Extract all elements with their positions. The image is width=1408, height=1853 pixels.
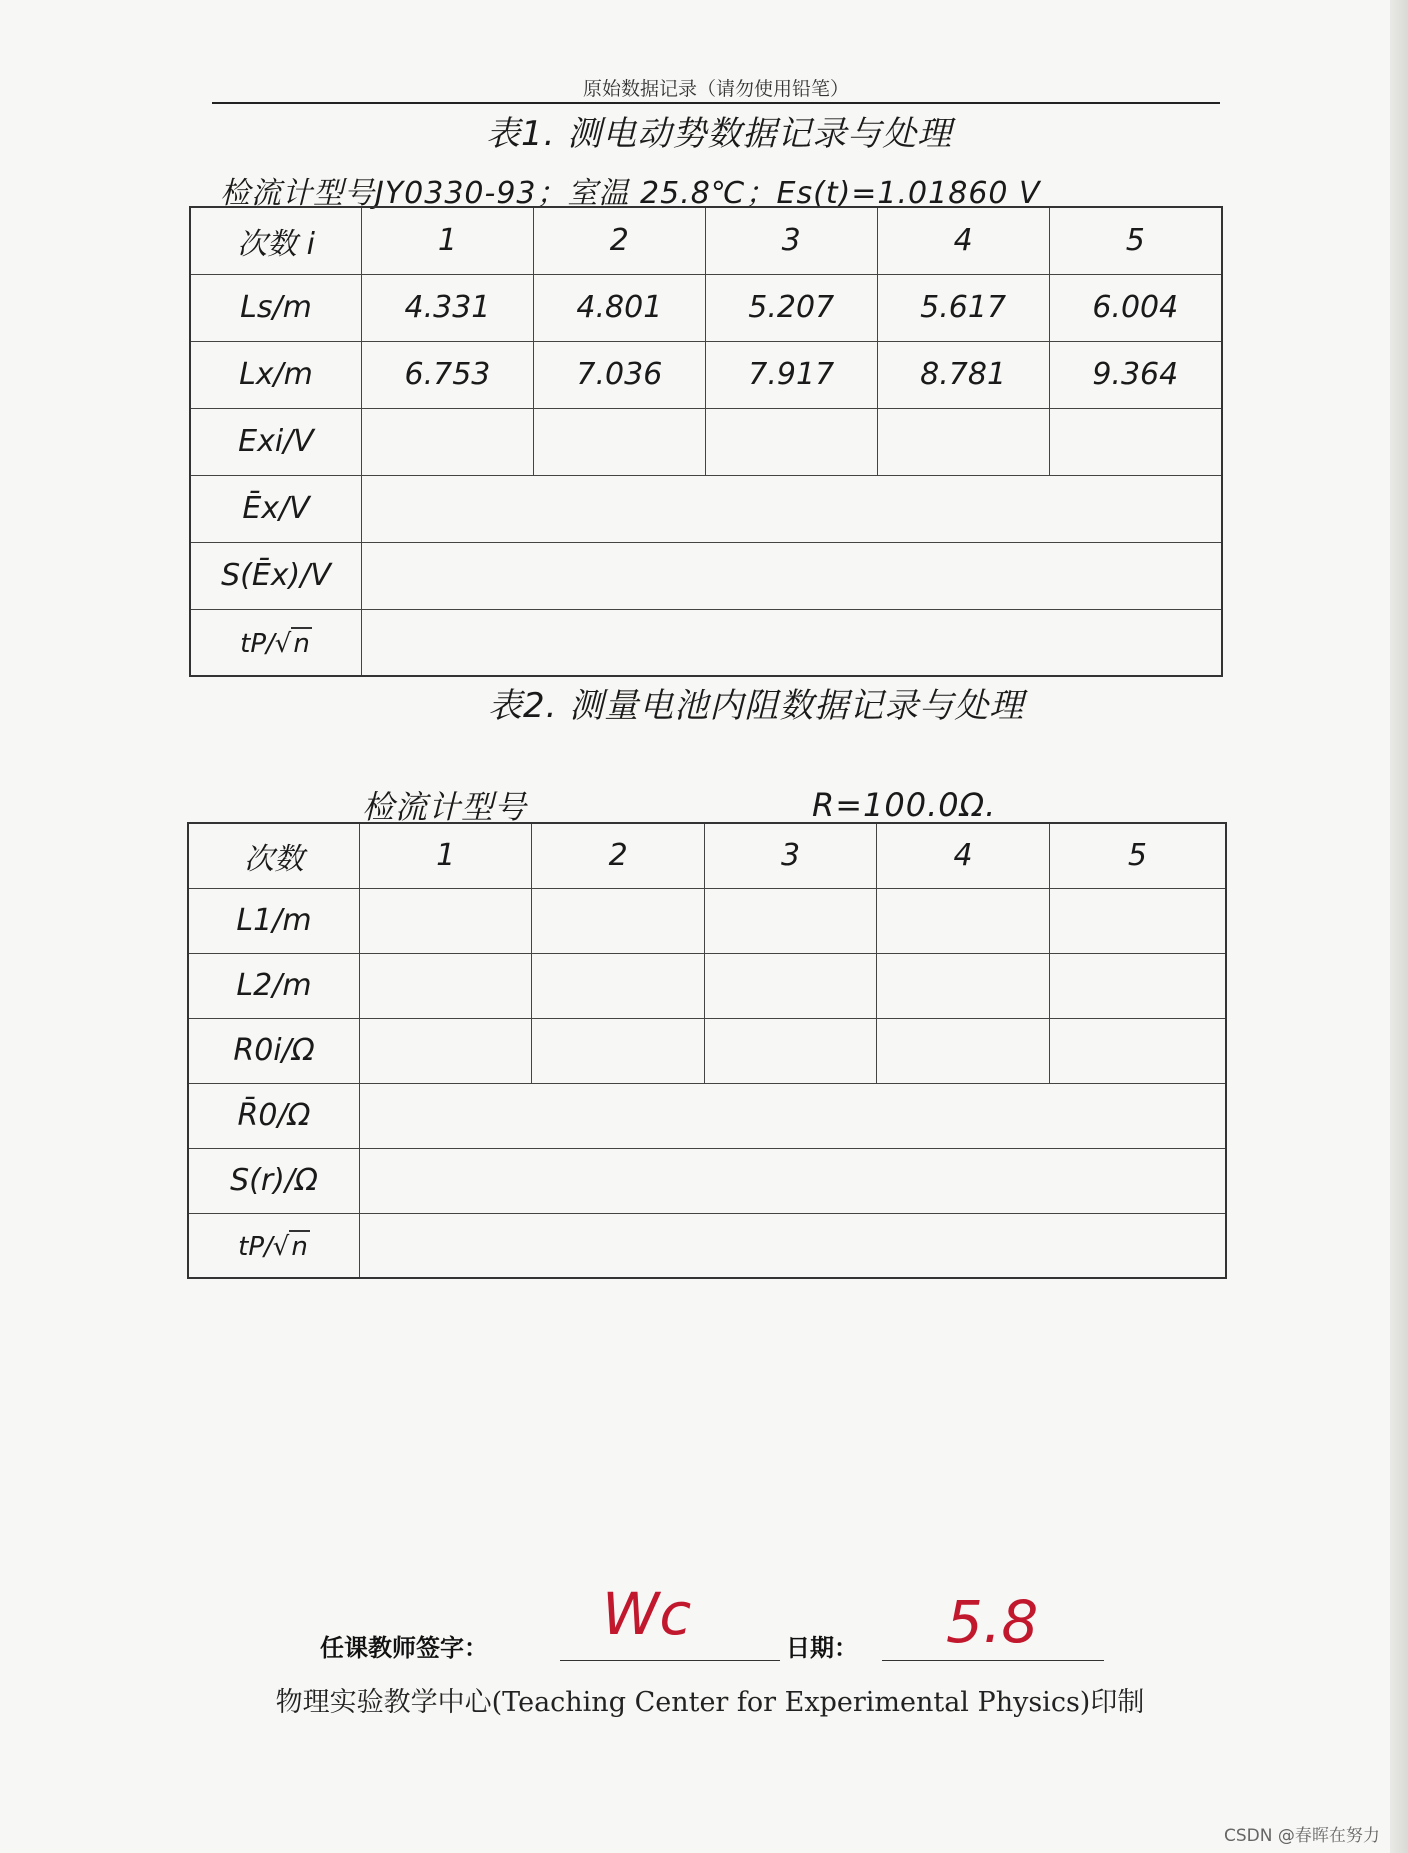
merged-data-cell xyxy=(362,609,1223,676)
header-cell: 1 xyxy=(362,207,534,274)
row-label xyxy=(190,609,362,676)
row-label: L2/m xyxy=(188,953,360,1018)
header-cell: 1 xyxy=(360,823,532,888)
table-row xyxy=(188,1213,1226,1278)
data-cell: 6.753 xyxy=(362,341,534,408)
table-row xyxy=(188,1083,1226,1148)
table2 xyxy=(187,822,1227,1279)
data-cell xyxy=(877,953,1049,1018)
header-cell: 4 xyxy=(877,823,1049,888)
date-label: 日期： xyxy=(786,1634,858,1662)
row-label: Exi/V xyxy=(190,408,362,475)
data-cell: 5.207 xyxy=(705,274,877,341)
teacher-signature: Wc xyxy=(602,1580,692,1648)
row-label: S(Ēx)/V xyxy=(190,542,362,609)
data-cell xyxy=(704,888,876,953)
data-cell xyxy=(532,1018,704,1083)
table1-meta: 检流计型号JY0330-93；室温 25.8℃；Es(t)=1.01860 V xyxy=(220,176,1041,211)
table-row xyxy=(190,475,1222,542)
teacher-sign-line xyxy=(560,1660,780,1661)
header-cell: 次数 xyxy=(188,823,360,888)
table-row xyxy=(190,542,1222,609)
header-cell: 5 xyxy=(1049,823,1226,888)
header-cell: 3 xyxy=(704,823,876,888)
data-cell xyxy=(1049,888,1226,953)
row-label: Ēx/V xyxy=(190,475,362,542)
table-header-row xyxy=(188,823,1226,888)
header-cell: 次数 i xyxy=(190,207,362,274)
table-row xyxy=(190,609,1222,676)
row-label: Lx/m xyxy=(190,341,362,408)
data-cell xyxy=(362,408,534,475)
table1-title: 表1. 测电动势数据记录与处理 xyxy=(486,114,953,154)
row-label xyxy=(188,1213,360,1278)
tp-symbol: tP/√n xyxy=(238,1231,308,1262)
merged-data-cell xyxy=(362,475,1223,542)
signature-row xyxy=(320,1580,1120,1668)
data-cell xyxy=(1049,953,1226,1018)
data-cell xyxy=(704,1018,876,1083)
table-row xyxy=(190,408,1222,475)
data-cell: 7.917 xyxy=(705,341,877,408)
footer-imprint: 物理实验教学中心(Teaching Center for Experimental Physics)印制 xyxy=(275,1687,1145,1718)
data-cell xyxy=(532,953,704,1018)
data-cell xyxy=(704,953,876,1018)
table-header-row xyxy=(190,207,1222,274)
merged-data-cell xyxy=(360,1148,1227,1213)
date-line xyxy=(882,1660,1104,1661)
table2-galvanometer: 检流计型号 xyxy=(362,788,528,826)
table-row xyxy=(188,953,1226,1018)
row-label: L1/m xyxy=(188,888,360,953)
tp-symbol: tP/√n xyxy=(240,628,310,659)
data-cell xyxy=(360,888,532,953)
header-cell: 2 xyxy=(533,207,705,274)
table2-title: 表2. 测量电池内阻数据记录与处理 xyxy=(488,686,1025,726)
data-cell: 6.004 xyxy=(1049,274,1222,341)
header-cell: 4 xyxy=(877,207,1049,274)
data-cell: 4.801 xyxy=(533,274,705,341)
data-cell xyxy=(533,408,705,475)
data-cell xyxy=(1049,408,1222,475)
table-row xyxy=(190,274,1222,341)
form-header: 原始数据记录（请勿使用铅笔） xyxy=(582,78,849,100)
row-label: S(r)/Ω xyxy=(188,1148,360,1213)
merged-data-cell xyxy=(360,1083,1227,1148)
data-cell xyxy=(877,1018,1049,1083)
row-label: R̄0/Ω xyxy=(188,1083,360,1148)
header-cell: 5 xyxy=(1049,207,1222,274)
data-cell: 9.364 xyxy=(1049,341,1222,408)
data-cell xyxy=(360,953,532,1018)
data-cell: 4.331 xyxy=(362,274,534,341)
merged-data-cell xyxy=(360,1213,1227,1278)
data-cell xyxy=(877,408,1049,475)
date-value: 5.8 xyxy=(946,1588,1039,1656)
merged-data-cell xyxy=(362,542,1223,609)
data-cell: 7.036 xyxy=(533,341,705,408)
data-cell: 5.617 xyxy=(877,274,1049,341)
row-label: Ls/m xyxy=(190,274,362,341)
teacher-sign-label: 任课教师签字： xyxy=(320,1634,488,1662)
header-cell: 2 xyxy=(532,823,704,888)
page-edge xyxy=(1390,0,1408,1853)
watermark: CSDN @春晖在努力 xyxy=(1224,1826,1380,1846)
data-cell xyxy=(532,888,704,953)
table-row xyxy=(188,1018,1226,1083)
table1 xyxy=(189,206,1223,677)
table-row xyxy=(190,341,1222,408)
table-row xyxy=(188,1148,1226,1213)
data-cell xyxy=(360,1018,532,1083)
table-row xyxy=(188,888,1226,953)
data-cell xyxy=(877,888,1049,953)
header-cell: 3 xyxy=(705,207,877,274)
row-label: R0i/Ω xyxy=(188,1018,360,1083)
header-rule xyxy=(212,102,1220,104)
data-cell xyxy=(1049,1018,1226,1083)
table2-resistance: R=100.0Ω. xyxy=(812,786,997,824)
data-cell xyxy=(705,408,877,475)
data-cell: 8.781 xyxy=(877,341,1049,408)
